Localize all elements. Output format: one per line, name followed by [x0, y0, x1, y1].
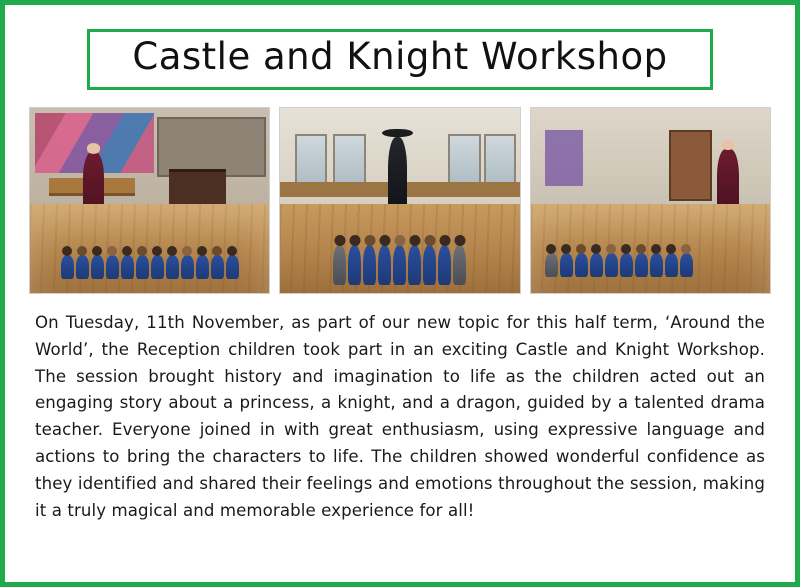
- page-title: Castle and Knight Workshop: [132, 35, 668, 78]
- child-figure: [408, 245, 421, 285]
- child-figure: [61, 255, 74, 279]
- child-figure: [393, 245, 406, 285]
- child-figure: [181, 255, 194, 279]
- children-row: [280, 245, 519, 285]
- child-figure: [575, 253, 588, 277]
- child-figure: [121, 255, 134, 279]
- child-figure: [76, 255, 89, 279]
- child-figure: [453, 245, 466, 285]
- window: [484, 134, 517, 186]
- child-figure: [196, 255, 209, 279]
- hall-door: [669, 130, 711, 201]
- child-figure: [635, 253, 648, 277]
- child-figure: [590, 253, 603, 277]
- child-figure: [423, 245, 436, 285]
- drama-teacher-witch-figure: [388, 137, 407, 211]
- window: [295, 134, 328, 186]
- children-row: [531, 253, 770, 277]
- child-figure: [438, 245, 451, 285]
- children-row: [30, 255, 269, 279]
- photo-children-circle: [530, 107, 771, 294]
- child-figure: [333, 245, 346, 285]
- child-figure: [348, 245, 361, 285]
- child-figure: [620, 253, 633, 277]
- photo-workshop-storytelling: [29, 107, 270, 294]
- photo-witch-costume: [279, 107, 520, 294]
- child-figure: [665, 253, 678, 277]
- child-figure: [560, 253, 573, 277]
- child-figure: [378, 245, 391, 285]
- hall-scene-1: [30, 108, 269, 293]
- child-figure: [211, 255, 224, 279]
- child-figure: [136, 255, 149, 279]
- display-board: [157, 117, 266, 177]
- hall-scene-2: [280, 108, 519, 293]
- child-figure: [605, 253, 618, 277]
- hall-scene-3: [531, 108, 770, 293]
- page-title-box: [87, 29, 713, 90]
- child-figure: [106, 255, 119, 279]
- child-figure: [545, 253, 558, 277]
- child-figure: [91, 255, 104, 279]
- photo-gallery: [27, 107, 773, 294]
- child-figure: [650, 253, 663, 277]
- window: [448, 134, 481, 186]
- piano: [169, 169, 226, 207]
- child-figure: [151, 255, 164, 279]
- purple-wall-panel: [545, 130, 583, 186]
- child-figure: [166, 255, 179, 279]
- child-figure: [680, 253, 693, 277]
- article-paragraph: On Tuesday, 11th November, as part of our new topic for this half term, ‘Around the World’, the Reception children took part in an exciting Castle and Knight Workshop. The session brought history and imagination to life as the children acted out an engaging story about a princess, a knight, and a dragon, guided by a talented drama teacher. Everyone joined in with great enthusiasm, using expressive language and actions to bring the characters to life. The children showed wonderful confidence as they identified and shared their feelings and emotions throughout the session, making it a truly magical and memorable experience for all!: [35, 312, 765, 520]
- child-figure: [363, 245, 376, 285]
- child-figure: [226, 255, 239, 279]
- window: [333, 134, 366, 186]
